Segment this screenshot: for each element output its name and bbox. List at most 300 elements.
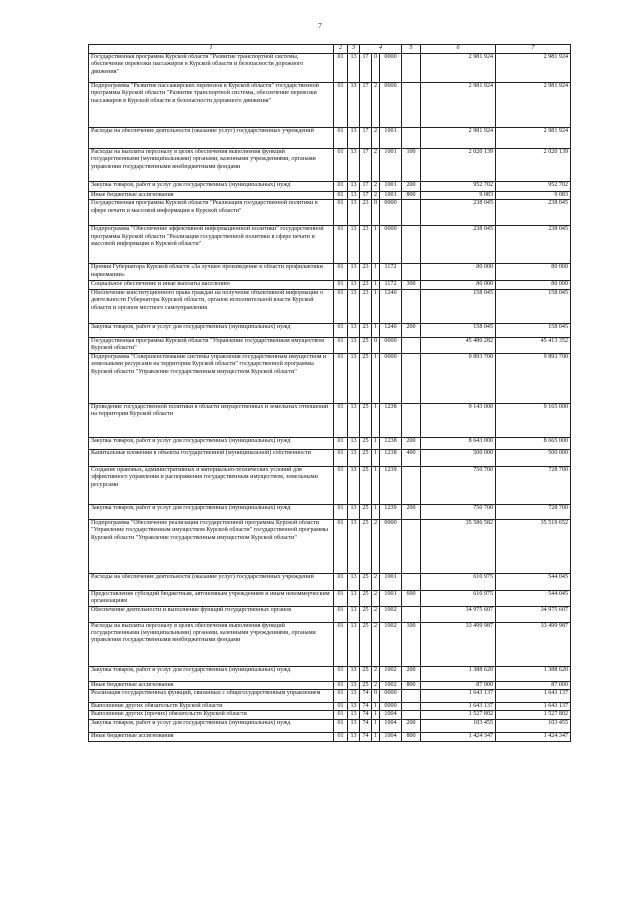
- cell-direction: 1001: [380, 192, 402, 200]
- cell-description: Премия Губернатора Курской области «За лучшее произведение в области профилактики наркомании»: [89, 264, 334, 281]
- cell-description: Создание правовых, административных и материально-технических условий для эффективного управления и распоряжения государственным имуществом, земельными ресурсами: [89, 466, 334, 504]
- cell-description: Расходы на выплаты персоналу в целях обеспечения выполнения функций государственными (муниципальными) органами, казенными учреждениями, органами управления государственными внебюджетными фондами: [89, 149, 334, 182]
- cell-section: 01: [334, 83, 348, 128]
- cell-section: 01: [334, 690, 348, 703]
- cell-section: 01: [334, 437, 348, 449]
- cell-amount-year1: 158 045: [421, 289, 496, 323]
- cell-amount-year2: 9 165 000: [496, 403, 571, 437]
- cell-subprogram: 2: [372, 149, 380, 182]
- cell-subprogram: 1: [372, 504, 380, 519]
- cell-program: 23: [360, 226, 372, 264]
- cell-program: 17: [360, 54, 372, 83]
- cell-amount-year2: 728 700: [496, 504, 571, 519]
- table-row: [89, 504, 571, 519]
- cell-subprogram: 0: [372, 54, 380, 83]
- cell-amount-year1: 500 000: [421, 449, 496, 466]
- cell-amount-year1: 1 527 802: [421, 711, 496, 719]
- table-row: [89, 264, 571, 281]
- table-row: [89, 353, 571, 403]
- cell-program: 74: [360, 732, 372, 741]
- header-cell-section: 2: [334, 45, 348, 54]
- cell-subprogram: 2: [372, 519, 380, 573]
- table-row: [89, 323, 571, 337]
- cell-amount-year1: 750 700: [421, 504, 496, 519]
- cell-expense-type: [402, 54, 421, 83]
- cell-subprogram: 2: [372, 182, 380, 192]
- cell-direction: 1172: [380, 281, 402, 289]
- cell-amount-year2: 1 643 137: [496, 690, 571, 703]
- cell-program: 74: [360, 703, 372, 711]
- page-number: 7: [318, 22, 322, 30]
- cell-program: 25: [360, 573, 372, 590]
- cell-amount-year1: 610 975: [421, 590, 496, 606]
- cell-expense-type: 400: [402, 449, 421, 466]
- cell-subsection: 13: [348, 711, 360, 719]
- cell-amount-year2: 728 700: [496, 466, 571, 504]
- cell-direction: 1238: [380, 449, 402, 466]
- cell-description: Выполнение других обязательств Курской области: [89, 703, 334, 711]
- cell-section: 01: [334, 337, 348, 353]
- cell-description: Расходы на обеспечение деятельности (оказание услуг) государственных учреждений: [89, 573, 334, 590]
- cell-direction: 1238: [380, 403, 402, 437]
- cell-description: Иные бюджетные ассигнования: [89, 732, 334, 741]
- cell-amount-year1: 33 499 987: [421, 622, 496, 666]
- cell-amount-year2: 544 045: [496, 590, 571, 606]
- cell-expense-type: 100: [402, 622, 421, 666]
- cell-description: Обеспечение деятельности и выполнение функций государственных органов: [89, 606, 334, 622]
- cell-amount-year2: 34 975 607: [496, 606, 571, 622]
- cell-amount-year2: 2 981 924: [496, 54, 571, 83]
- cell-subsection: 13: [348, 519, 360, 573]
- cell-direction: 0000: [380, 54, 402, 83]
- cell-amount-year2: 952 702: [496, 182, 571, 192]
- cell-direction: 0000: [380, 353, 402, 403]
- cell-expense-type: [402, 226, 421, 264]
- cell-direction: 1172: [380, 264, 402, 281]
- cell-description: Расходы на выплаты персоналу в целях обеспечения выполнения функций государственными (муниципальными) органами, казенными учреждениями, органами управления государственными внебюджетными фондами: [89, 622, 334, 666]
- cell-expense-type: [402, 353, 421, 403]
- cell-amount-year1: 1 643 137: [421, 703, 496, 711]
- table-row: [89, 732, 571, 741]
- cell-subsection: 13: [348, 719, 360, 732]
- cell-direction: 0000: [380, 519, 402, 573]
- cell-amount-year2: 544 045: [496, 573, 571, 590]
- cell-expense-type: [402, 466, 421, 504]
- cell-subprogram: 2: [372, 128, 380, 149]
- cell-description: Закупка товаров, работ и услуг для государственных (муниципальных) нужд: [89, 719, 334, 732]
- cell-subprogram: 2: [372, 666, 380, 681]
- cell-description: Иные бюджетные ассигнования: [89, 192, 334, 200]
- cell-subsection: 13: [348, 226, 360, 264]
- cell-subsection: 13: [348, 128, 360, 149]
- cell-section: 01: [334, 449, 348, 466]
- cell-program: 74: [360, 690, 372, 703]
- cell-section: 01: [334, 711, 348, 719]
- cell-subsection: 13: [348, 403, 360, 437]
- cell-amount-year1: 9 083: [421, 192, 496, 200]
- cell-expense-type: 800: [402, 681, 421, 689]
- cell-amount-year1: 9 893 700: [421, 353, 496, 403]
- cell-amount-year1: 1 643 137: [421, 690, 496, 703]
- cell-amount-year2: 1 388 620: [496, 666, 571, 681]
- cell-direction: 1001: [380, 128, 402, 149]
- cell-description: Закупка товаров, работ и услуг для государственных (муниципальных) нужд: [89, 323, 334, 337]
- cell-amount-year1: 34 975 607: [421, 606, 496, 622]
- table-row: [89, 666, 571, 681]
- cell-description: Подпрограмма "Обеспечение реализации государственной программы Курской области "Управление государственным имуществом Курской области" государственной программы Курской области "Управление государственным имуществом Курской области": [89, 519, 334, 573]
- table-row: [89, 590, 571, 606]
- cell-description: Закупка товаров, работ и услуг для государственных (муниципальных) нужд: [89, 666, 334, 681]
- cell-section: 01: [334, 226, 348, 264]
- cell-amount-year2: 1 527 802: [496, 711, 571, 719]
- cell-subprogram: 1: [372, 323, 380, 337]
- cell-subsection: 13: [348, 622, 360, 666]
- cell-subsection: 13: [348, 192, 360, 200]
- cell-subprogram: 1: [372, 466, 380, 504]
- cell-description: Подпрограмма "Обеспечение эффективной информационной политики" государственной программы Курской области "Реализация государственной политики в сфере печати и массовой информации в Курской области": [89, 226, 334, 264]
- cell-subprogram: 0: [372, 337, 380, 353]
- cell-amount-year2: 45 413 352: [496, 337, 571, 353]
- cell-amount-year1: 2 981 924: [421, 128, 496, 149]
- cell-description: Социальное обеспечение и иные выплаты населению: [89, 281, 334, 289]
- table-row: [89, 289, 571, 323]
- table-row: [89, 606, 571, 622]
- table-row: [89, 437, 571, 449]
- cell-amount-year1: 952 702: [421, 182, 496, 192]
- cell-amount-year2: 9 893 700: [496, 353, 571, 403]
- cell-direction: 1002: [380, 666, 402, 681]
- cell-description: Государственная программа Курской области "Развитие транспортной системы, обеспечение перевозки пассажиров в Курской области и безопасности дорожного движения": [89, 54, 334, 83]
- table-row: [89, 281, 571, 289]
- cell-program: 25: [360, 606, 372, 622]
- table-row: [89, 711, 571, 719]
- cell-direction: 1001: [380, 573, 402, 590]
- table-row: [89, 681, 571, 689]
- cell-section: 01: [334, 264, 348, 281]
- cell-amount-year1: 750 700: [421, 466, 496, 504]
- header-cell-amount-year2: 7: [496, 45, 571, 54]
- cell-subprogram: 1: [372, 264, 380, 281]
- cell-subprogram: 2: [372, 622, 380, 666]
- cell-direction: 1240: [380, 289, 402, 323]
- cell-program: 25: [360, 466, 372, 504]
- cell-section: 01: [334, 681, 348, 689]
- cell-section: 01: [334, 323, 348, 337]
- cell-direction: 1238: [380, 437, 402, 449]
- cell-subsection: 13: [348, 573, 360, 590]
- cell-description: Закупка товаров, работ и услуг для государственных (муниципальных) нужд: [89, 437, 334, 449]
- cell-section: 01: [334, 606, 348, 622]
- cell-subsection: 13: [348, 323, 360, 337]
- cell-description: Капитальные вложения в объекты государственной (муниципальной) собственности: [89, 449, 334, 466]
- cell-amount-year1: 103 455: [421, 719, 496, 732]
- cell-description: Подпрограмма "Развитие пассажирских перевозок в Курской области" государственной программы Курской области "Развитие транспортной системы, обеспечение перевозки пассажиров в Курской области и безопасности дорожного движения": [89, 83, 334, 128]
- cell-subsection: 13: [348, 337, 360, 353]
- cell-section: 01: [334, 703, 348, 711]
- cell-expense-type: [402, 289, 421, 323]
- cell-direction: 0000: [380, 226, 402, 264]
- cell-amount-year1: 9 143 000: [421, 403, 496, 437]
- cell-direction: 1002: [380, 606, 402, 622]
- cell-expense-type: [402, 711, 421, 719]
- cell-subprogram: 2: [372, 590, 380, 606]
- cell-direction: 0000: [380, 703, 402, 711]
- cell-amount-year1: 80 000: [421, 281, 496, 289]
- cell-expense-type: 800: [402, 732, 421, 741]
- cell-expense-type: [402, 703, 421, 711]
- cell-direction: 0000: [380, 337, 402, 353]
- cell-subprogram: 2: [372, 573, 380, 590]
- cell-subsection: 13: [348, 289, 360, 323]
- cell-program: 17: [360, 182, 372, 192]
- cell-amount-year2: 9 083: [496, 192, 571, 200]
- cell-subprogram: 2: [372, 681, 380, 689]
- cell-expense-type: [402, 519, 421, 573]
- table-row: [89, 192, 571, 200]
- cell-expense-type: 100: [402, 149, 421, 182]
- cell-program: 17: [360, 192, 372, 200]
- cell-section: 01: [334, 54, 348, 83]
- cell-program: 25: [360, 622, 372, 666]
- cell-expense-type: [402, 403, 421, 437]
- table-row: [89, 337, 571, 353]
- cell-amount-year1: 45 480 282: [421, 337, 496, 353]
- cell-amount-year2: 2 981 924: [496, 128, 571, 149]
- table-row: [89, 149, 571, 182]
- table-row: [89, 703, 571, 711]
- cell-subprogram: 1: [372, 289, 380, 323]
- cell-amount-year1: 87 000: [421, 681, 496, 689]
- cell-section: 01: [334, 289, 348, 323]
- cell-expense-type: 300: [402, 281, 421, 289]
- cell-amount-year2: 238 045: [496, 226, 571, 264]
- table-row: [89, 182, 571, 192]
- cell-section: 01: [334, 590, 348, 606]
- table-row: [89, 226, 571, 264]
- cell-amount-year2: 1 424 347: [496, 732, 571, 741]
- cell-program: 25: [360, 437, 372, 449]
- cell-program: 17: [360, 128, 372, 149]
- cell-subsection: 13: [348, 437, 360, 449]
- cell-program: 25: [360, 590, 372, 606]
- cell-expense-type: [402, 606, 421, 622]
- cell-description: Расходы на обеспечение деятельности (оказание услуг) государственных учреждений: [89, 128, 334, 149]
- cell-subprogram: 2: [372, 83, 380, 128]
- cell-section: 01: [334, 182, 348, 192]
- cell-description: Государственная программа Курской области "Реализация государственной политики в сфере печати и массовой информации в Курской области": [89, 200, 334, 226]
- cell-expense-type: [402, 200, 421, 226]
- cell-program: 25: [360, 353, 372, 403]
- cell-subprogram: 1: [372, 732, 380, 741]
- table-row: [89, 449, 571, 466]
- cell-description: Закупка товаров, работ и услуг для государственных (муниципальных) нужд: [89, 182, 334, 192]
- cell-subprogram: 1: [372, 703, 380, 711]
- cell-section: 01: [334, 128, 348, 149]
- cell-expense-type: 200: [402, 437, 421, 449]
- cell-amount-year2: 2 020 139: [496, 149, 571, 182]
- cell-section: 01: [334, 403, 348, 437]
- cell-amount-year1: 2 981 924: [421, 54, 496, 83]
- cell-subsection: 13: [348, 281, 360, 289]
- cell-amount-year1: 1 388 620: [421, 666, 496, 681]
- cell-subsection: 13: [348, 590, 360, 606]
- cell-description: Иные бюджетные ассигнования: [89, 681, 334, 689]
- cell-subsection: 13: [348, 703, 360, 711]
- cell-subsection: 13: [348, 83, 360, 128]
- cell-amount-year2: 2 981 924: [496, 83, 571, 128]
- cell-amount-year2: 8 665 000: [496, 437, 571, 449]
- cell-amount-year2: 158 045: [496, 323, 571, 337]
- table-row: [89, 403, 571, 437]
- table-row: [89, 54, 571, 83]
- cell-amount-year1: 238 045: [421, 226, 496, 264]
- cell-section: 01: [334, 192, 348, 200]
- cell-description: Закупка товаров, работ и услуг для государственных (муниципальных) нужд: [89, 504, 334, 519]
- cell-program: 25: [360, 666, 372, 681]
- cell-section: 01: [334, 353, 348, 403]
- cell-program: 17: [360, 83, 372, 128]
- cell-amount-year2: 158 045: [496, 289, 571, 323]
- cell-program: 23: [360, 323, 372, 337]
- cell-direction: 1004: [380, 732, 402, 741]
- cell-subprogram: 1: [372, 403, 380, 437]
- cell-subsection: 13: [348, 606, 360, 622]
- cell-subsection: 13: [348, 504, 360, 519]
- cell-subsection: 13: [348, 466, 360, 504]
- cell-expense-type: [402, 690, 421, 703]
- cell-subsection: 13: [348, 690, 360, 703]
- table-row: [89, 690, 571, 703]
- cell-expense-type: 200: [402, 719, 421, 732]
- cell-program: 25: [360, 403, 372, 437]
- cell-amount-year2: 35 519 652: [496, 519, 571, 573]
- header-row: [89, 45, 571, 54]
- cell-program: 25: [360, 449, 372, 466]
- cell-amount-year1: 80 000: [421, 264, 496, 281]
- cell-description: Государственная программа Курской области "Управление государственным имуществом Курской области": [89, 337, 334, 353]
- cell-expense-type: [402, 83, 421, 128]
- cell-direction: 1001: [380, 590, 402, 606]
- cell-direction: 1002: [380, 622, 402, 666]
- cell-subprogram: 0: [372, 200, 380, 226]
- cell-expense-type: 200: [402, 504, 421, 519]
- cell-description: Обеспечение конституционного права граждан на получение объективной информации о деятельности Губернатора Курской области, органов исполнительной власти Курской области и органов местного самоуправления: [89, 289, 334, 323]
- header-cell-description: 1: [89, 45, 334, 54]
- cell-amount-year1: 35 586 582: [421, 519, 496, 573]
- table-row: [89, 200, 571, 226]
- cell-direction: 1239: [380, 466, 402, 504]
- cell-direction: 1001: [380, 182, 402, 192]
- cell-program: 17: [360, 149, 372, 182]
- cell-amount-year2: 1 643 137: [496, 703, 571, 711]
- cell-program: 74: [360, 711, 372, 719]
- cell-subprogram: 2: [372, 192, 380, 200]
- table-row: [89, 128, 571, 149]
- cell-subprogram: 1: [372, 719, 380, 732]
- cell-direction: 1240: [380, 323, 402, 337]
- cell-expense-type: 600: [402, 590, 421, 606]
- cell-subprogram: 1: [372, 437, 380, 449]
- cell-expense-type: [402, 573, 421, 590]
- cell-expense-type: [402, 128, 421, 149]
- table-row: [89, 622, 571, 666]
- table-row: [89, 83, 571, 128]
- table-row: [89, 466, 571, 504]
- table-row: [89, 573, 571, 590]
- cell-section: 01: [334, 504, 348, 519]
- table-row: [89, 519, 571, 573]
- header-cell-target-article: 4: [360, 45, 402, 54]
- cell-program: 23: [360, 281, 372, 289]
- cell-description: Реализация государственных функций, связанных с общегосударственным управлением: [89, 690, 334, 703]
- table-body: [89, 45, 571, 742]
- cell-amount-year2: 103 455: [496, 719, 571, 732]
- cell-section: 01: [334, 281, 348, 289]
- cell-description: Выполнение других (прочих) обязательств Курской области: [89, 711, 334, 719]
- cell-expense-type: 800: [402, 192, 421, 200]
- cell-subprogram: 1: [372, 353, 380, 403]
- cell-expense-type: [402, 337, 421, 353]
- cell-subsection: 13: [348, 264, 360, 281]
- cell-direction: 1004: [380, 719, 402, 732]
- cell-direction: 0000: [380, 690, 402, 703]
- cell-section: 01: [334, 519, 348, 573]
- cell-section: 01: [334, 719, 348, 732]
- cell-amount-year2: 238 045: [496, 200, 571, 226]
- cell-subprogram: 1: [372, 449, 380, 466]
- cell-program: 23: [360, 200, 372, 226]
- cell-direction: 0000: [380, 83, 402, 128]
- cell-subsection: 13: [348, 149, 360, 182]
- cell-program: 74: [360, 719, 372, 732]
- cell-amount-year1: 610 975: [421, 573, 496, 590]
- cell-description: Проведение государственной политики в области имущественных и земельных отношений на территории Курской области: [89, 403, 334, 437]
- cell-section: 01: [334, 200, 348, 226]
- cell-amount-year1: 2 020 139: [421, 149, 496, 182]
- cell-amount-year2: 87 000: [496, 681, 571, 689]
- cell-amount-year1: 158 045: [421, 323, 496, 337]
- table-row: [89, 719, 571, 732]
- cell-program: 23: [360, 289, 372, 323]
- cell-program: 23: [360, 264, 372, 281]
- cell-amount-year1: 1 424 347: [421, 732, 496, 741]
- cell-expense-type: [402, 264, 421, 281]
- cell-description: Предоставление субсидий бюджетным, автономным учреждениям и иным некоммерческим организациям: [89, 590, 334, 606]
- header-cell-expense-type: 5: [402, 45, 421, 54]
- cell-section: 01: [334, 666, 348, 681]
- cell-subprogram: 0: [372, 690, 380, 703]
- cell-expense-type: 200: [402, 182, 421, 192]
- cell-section: 01: [334, 732, 348, 741]
- cell-amount-year2: 80 000: [496, 281, 571, 289]
- cell-amount-year1: 8 643 000: [421, 437, 496, 449]
- cell-subsection: 13: [348, 732, 360, 741]
- cell-direction: 1239: [380, 504, 402, 519]
- cell-direction: 1004: [380, 711, 402, 719]
- cell-program: 25: [360, 337, 372, 353]
- cell-section: 01: [334, 573, 348, 590]
- cell-description: Подпрограмма "Совершенствование системы управления государственным имуществом и земельными ресурсами на территории Курской области" государственной программы Курской области "Управление государственным имуществом Курской области": [89, 353, 334, 403]
- cell-subprogram: 1: [372, 226, 380, 264]
- cell-program: 25: [360, 504, 372, 519]
- cell-subprogram: 1: [372, 711, 380, 719]
- cell-subsection: 13: [348, 449, 360, 466]
- header-cell-subsection: 3: [348, 45, 360, 54]
- cell-subprogram: 1: [372, 281, 380, 289]
- cell-expense-type: 200: [402, 666, 421, 681]
- cell-section: 01: [334, 149, 348, 182]
- budget-table: [88, 44, 571, 742]
